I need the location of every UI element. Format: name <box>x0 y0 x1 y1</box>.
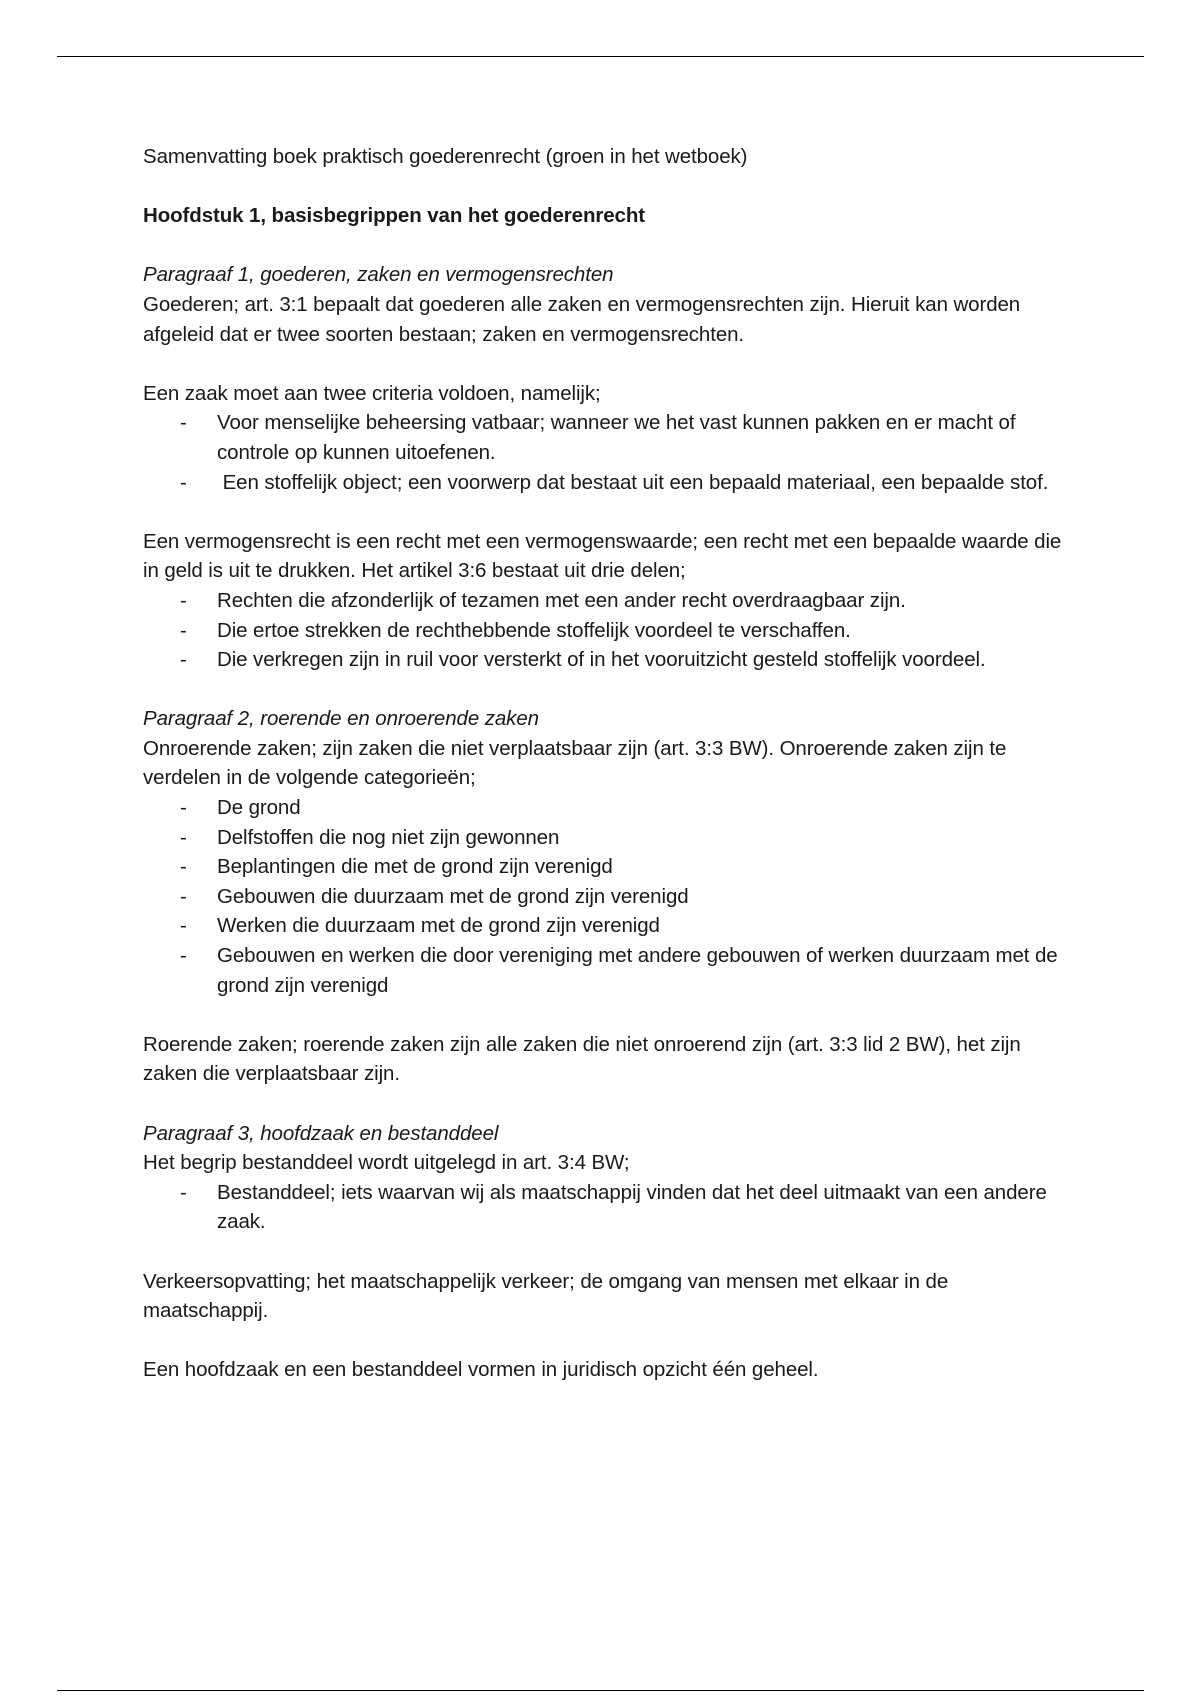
document-page <box>143 142 1063 1385</box>
bullet-dash: - <box>180 618 187 642</box>
list-item-text: Voor menselijke beheersing vatbaar; wanneer we het vast kunnen pakken en er macht of controle op kunnen uitoefenen. <box>217 411 1016 464</box>
bullet-dash: - <box>180 470 187 494</box>
section-2-intro: Onroerende zaken; zijn zaken die niet verplaatsbaar zijn (art. 3:3 BW). Onroerende zaken zijn te verdelen in de volgende categorieën; <box>143 736 1007 790</box>
document-title: Samenvatting boek praktisch goederenrecht (groen in het wetboek) <box>143 145 748 168</box>
section-1-heading: Paragraaf 1, goederen, zaken en vermogensrechten <box>143 263 614 287</box>
section-1-intro: Goederen; art. 3:1 bepaalt dat goederen alle zaken en vermogensrechten zijn. Hieruit kan worden afgeleid dat er twee soorten bestaan; zaken en vermogensrechten. <box>143 292 1021 346</box>
chapter-heading: Hoofdstuk 1, basisbegrippen van het goederenrecht <box>143 204 646 228</box>
roerende-zaken-paragraph: Roerende zaken; roerende zaken zijn alle zaken die niet onroerend zijn (art. 3:3 lid 2 BW), het zijn zaken die verplaatsbaar zijn. <box>143 1032 1021 1086</box>
bullet-dash: - <box>180 648 187 672</box>
list-item <box>143 645 1063 675</box>
header-rule <box>57 56 1144 57</box>
section-3-heading: Paragraaf 3, hoofdzaak en bestanddeel <box>143 1121 499 1145</box>
zaak-criteria-list <box>143 408 1063 497</box>
section-3-intro: Het begrip bestanddeel wordt uitgelegd in art. 3:4 BW; <box>143 1151 630 1175</box>
list-item-text: Delfstoffen die nog niet zijn gewonnen <box>217 825 560 849</box>
list-item <box>143 941 1063 1000</box>
vermogensrecht-intro: Een vermogensrecht is een recht met een vermogenswaarde; een recht met een bepaalde waarde die in geld is uit te drukken. Het artikel 3:6 bestaat uit drie delen; <box>143 529 1062 583</box>
list-item <box>143 882 1063 912</box>
list-item <box>143 468 1063 498</box>
list-item-text: Rechten die afzonderlijk of tezamen met een ander recht overdraagbaar zijn. <box>217 588 906 612</box>
list-item <box>143 1178 1063 1237</box>
list-item-text: De grond <box>217 796 301 820</box>
onroerend-categories-list <box>143 793 1063 1000</box>
bullet-dash: - <box>180 855 187 879</box>
list-item <box>143 586 1063 616</box>
zaak-criteria-intro: Een zaak moet aan twee criteria voldoen, namelijk; <box>143 381 601 405</box>
list-item <box>143 793 1063 823</box>
list-item-text: Die verkregen zijn in ruil voor versterkt of in het vooruitzicht gesteld stoffelijk voordeel. <box>217 648 986 672</box>
list-item <box>143 852 1063 882</box>
list-item-text: Bestanddeel; iets waarvan wij als maatschappij vinden dat het deel uitmaakt van een andere zaak. <box>217 1180 1047 1234</box>
geheel-paragraph: Een hoofdzaak en een bestanddeel vormen in juridisch opzicht één geheel. <box>143 1358 819 1382</box>
list-item <box>143 823 1063 853</box>
list-item <box>143 616 1063 646</box>
bullet-dash: - <box>180 884 187 908</box>
bullet-dash: - <box>180 944 187 968</box>
bestanddeel-list <box>143 1178 1063 1237</box>
list-item-text: Een stoffelijk object; een voorwerp dat bestaat uit een bepaald materiaal, een bepaalde stof. <box>217 470 1049 494</box>
list-item-text: Gebouwen die duurzaam met de grond zijn verenigd <box>217 884 689 908</box>
list-item-text: Die ertoe strekken de rechthebbende stoffelijk voordeel te verschaffen. <box>217 618 851 642</box>
list-item-text: Gebouwen en werken die door vereniging met andere gebouwen of werken duurzaam met de grond zijn verenigd <box>217 944 1058 997</box>
bullet-dash: - <box>180 825 187 849</box>
verkeersopvatting-paragraph: Verkeersopvatting; het maatschappelijk verkeer; de omgang van mensen met elkaar in de maatschappij. <box>143 1269 949 1323</box>
bullet-dash: - <box>180 1180 187 1204</box>
bullet-dash: - <box>180 411 187 435</box>
list-item <box>143 408 1063 467</box>
bullet-dash: - <box>180 914 187 938</box>
bullet-dash: - <box>180 796 187 820</box>
list-item-text: Werken die duurzaam met de grond zijn verenigd <box>217 914 660 938</box>
vermogensrecht-parts-list <box>143 586 1063 675</box>
list-item-text: Beplantingen die met de grond zijn verenigd <box>217 855 613 879</box>
list-item <box>143 911 1063 941</box>
footer-rule <box>57 1690 1144 1691</box>
bullet-dash: - <box>180 588 187 612</box>
section-2-heading: Paragraaf 2, roerende en onroerende zaken <box>143 707 539 731</box>
